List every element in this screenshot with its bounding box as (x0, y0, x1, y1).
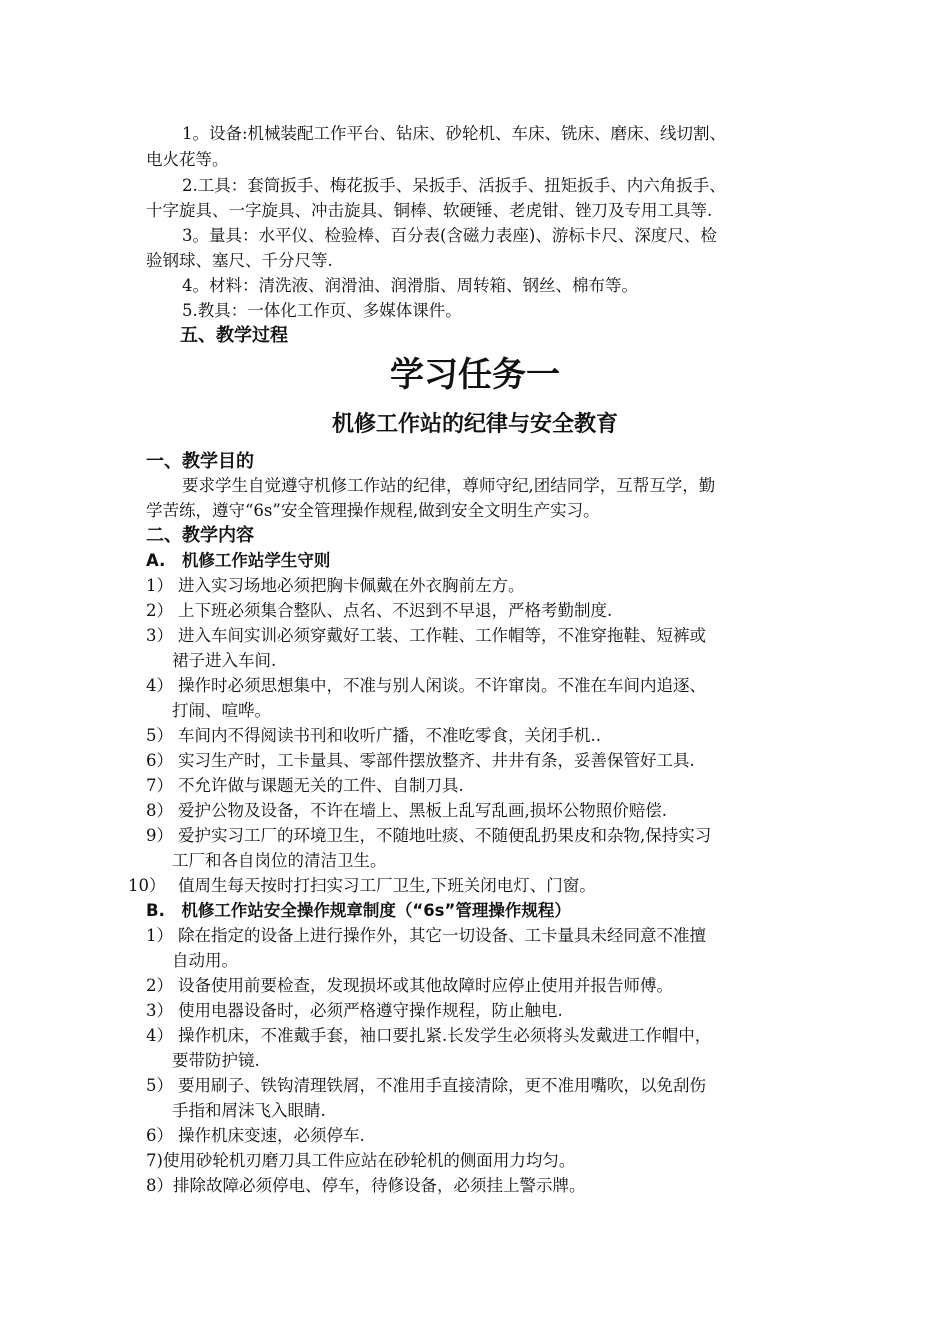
safety-text-continued: 手指和屑沫飞入眼睛. (172, 1101, 326, 1120)
safety-text: 要用刷子、铁钩清理铁屑，不准用手直接清除，更不准用嘴吹，以免刮伤 (178, 1076, 706, 1095)
safety-number: 2） (146, 976, 173, 995)
safety-number: 3） (146, 1001, 173, 1020)
safety-text: 操作机床变速，必须停车. (178, 1126, 365, 1145)
rule-text-continued: 裙子进入车间. (172, 651, 277, 670)
safety-number: 6） (146, 1126, 173, 1145)
rule-number: 8） (146, 801, 173, 820)
rule-text: 不允许做与课题无关的工件、自制刀具. (178, 776, 464, 795)
rule-number: 10） (128, 876, 166, 895)
part-b-title: B. 机修工作站安全操作规章制度（“6s”管理操作规程） (146, 901, 571, 920)
rule-number: 2） (146, 601, 173, 620)
safety-item-7: 7)使用砂轮机刃磨刀具工件应站在砂轮机的侧面用力均匀。 (146, 1151, 576, 1170)
safety-number: 1） (146, 926, 173, 945)
rule-text: 爱护实习工厂的环境卫生，不随地吐痰、不随便乱扔果皮和杂物,保持实习 (178, 826, 712, 845)
rule-number: 4） (146, 676, 173, 695)
equipment-line-1a: 1。设备:机械装配工作平台、钻床、砂轮机、车床、铣床、磨床、线切割、 (182, 124, 727, 143)
safety-number: 5） (146, 1076, 173, 1095)
part-a-title: A. 机修工作站学生守则 (146, 551, 331, 570)
rule-number: 5） (146, 726, 173, 745)
rule-text: 进入车间实训必须穿戴好工装、工作鞋、工作帽等，不准穿拖鞋、短裤或 (178, 626, 706, 645)
rule-text: 实习生产时，工卡量具、零部件摆放整齐、井井有条，妥善保管好工具. (178, 751, 695, 770)
safety-text: 使用电器设备时，必须严格遵守操作规程，防止触电. (178, 1001, 563, 1020)
equipment-line-4: 4。材料：清洗液、润滑油、润滑脂、周转箱、钢丝、棉布等。 (182, 276, 638, 295)
safety-text-continued: 自动用。 (172, 951, 238, 970)
rule-text-continued: 打闹、喧哗。 (172, 701, 271, 720)
equipment-line-1b: 电火花等。 (146, 150, 229, 169)
goal-heading: 一、教学目的 (146, 451, 254, 472)
equipment-line-3b: 验钢球、塞尺、千分尺等. (146, 251, 333, 270)
rule-number: 1） (146, 576, 173, 595)
safety-item-8: 8）排除故障必须停电、停车，待修设备，必须挂上警示牌。 (146, 1176, 586, 1195)
equipment-line-2a: 2.工具：套筒扳手、梅花扳手、呆扳手、活扳手、扭矩扳手、内六角扳手、 (182, 176, 726, 195)
safety-text: 设备使用前要检查，发现损坏或其他故障时应停止使用并报告师傅。 (178, 976, 673, 995)
safety-text: 操作机床，不准戴手套，袖口要扎紧.长发学生必须将头发戴进工作帽中， (178, 1026, 712, 1045)
rule-text: 进入实习场地必须把胸卡佩戴在外衣胸前左方。 (178, 576, 525, 595)
rule-text: 爱护公物及设备，不许在墙上、黑板上乱写乱画,损坏公物照价赔偿. (178, 801, 667, 820)
equipment-line-3a: 3。量具：水平仪、检验棒、百分表(含磁力表座)、游标卡尺、深度尺、检 (182, 226, 717, 245)
goal-line-a: 要求学生自觉遵守机修工作站的纪律，尊师守纪,团结同学，互帮互学，勤 (182, 476, 716, 495)
rule-text-continued: 工厂和各自岗位的清洁卫生。 (172, 851, 387, 870)
rule-text: 车间内不得阅读书刊和收听广播，不准吃零食，关闭手机.. (178, 726, 601, 745)
rule-number: 9） (146, 826, 173, 845)
safety-number: 4） (146, 1026, 173, 1045)
rule-text: 上下班必须集合整队、点名、不迟到不早退，严格考勤制度. (178, 601, 613, 620)
task-title: 学习任务一 (390, 355, 560, 395)
equipment-line-2b: 十字旋具、一字旋具、冲击旋具、铜棒、软硬锤、老虎钳、锉刀及专用工具等. (146, 201, 713, 220)
rule-number: 6） (146, 751, 173, 770)
safety-text: 除在指定的设备上进行操作外，其它一切设备、工卡量具未经同意不准擅 (178, 926, 706, 945)
rule-number: 7） (146, 776, 173, 795)
rule-text: 操作时必须思想集中，不准与别人闲谈。不许窜岗。不准在车间内追逐、 (178, 676, 706, 695)
equipment-line-5: 5.教具：一体化工作页、多媒体课件。 (182, 301, 462, 320)
content-heading: 二、教学内容 (146, 525, 254, 546)
task-subtitle: 机修工作站的纪律与安全教育 (331, 412, 618, 437)
safety-text-continued: 要带防护镜. (172, 1051, 260, 1070)
rule-number: 3） (146, 626, 173, 645)
goal-line-b: 学苦练，遵守“6s”安全管理操作规程,做到安全文明生产实习。 (146, 501, 600, 520)
section-heading-5: 五、教学过程 (180, 325, 288, 346)
rule-text: 值周生每天按时打扫实习工厂卫生,下班关闭电灯、门窗。 (178, 876, 596, 895)
